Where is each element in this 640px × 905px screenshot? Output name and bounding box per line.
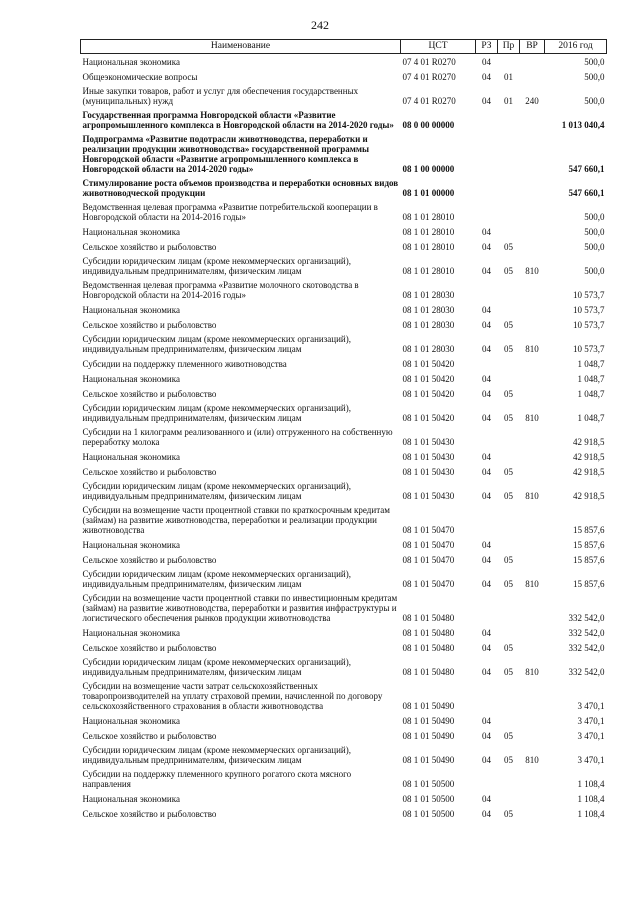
row-rz: 04 — [482, 731, 491, 741]
row-amount: 1 048,7 — [577, 359, 605, 369]
table-row — [81, 200, 607, 224]
row-name: Национальная экономика — [82, 374, 180, 384]
row-amount: 15 857,6 — [573, 540, 605, 550]
row-pr: 05 — [504, 555, 513, 565]
row-name: Национальная экономика — [82, 305, 180, 315]
row-name: Сельское хозяйство и рыболовство — [82, 320, 217, 330]
row-name: Субсидии на 1 килограмм реализованного и (или) отгруженного на собственную переработку молока — [82, 427, 393, 447]
row-name: Субсидии юридическим лицам (кроме некоммерческих организаций), индивидуальным предпринимателям, физическим лицам — [82, 745, 351, 765]
row-amount: 10 573,7 — [573, 305, 605, 315]
row-vr: 810 — [525, 579, 539, 589]
row-vr: 810 — [525, 667, 539, 677]
row-cst: 08 1 01 28030 — [402, 305, 455, 315]
row-rz — [476, 767, 498, 791]
table-row — [81, 371, 607, 386]
table-row — [81, 108, 607, 132]
row-amount: 3 470,1 — [577, 755, 605, 765]
row-amount: 1 013 040,4 — [561, 120, 605, 130]
row-vr: 810 — [525, 266, 539, 276]
row-name: Государственная программа Новгородской области «Развитие агропромышленного комплекса в Новгородской области на 2014-2020 годы» — [82, 110, 394, 130]
row-cst: 08 1 01 50500 — [402, 809, 455, 819]
row-cst: 08 1 01 50470 — [402, 579, 455, 589]
row-pr: 05 — [504, 242, 513, 252]
row-vr — [520, 132, 545, 176]
budget-table — [80, 39, 607, 821]
row-name: Национальная экономика — [82, 57, 180, 67]
row-pr — [498, 503, 520, 537]
row-amount: 3 470,1 — [577, 716, 605, 726]
row-rz: 04 — [482, 579, 491, 589]
row-cst: 08 1 01 50420 — [402, 389, 455, 399]
row-vr — [520, 806, 545, 821]
row-pr: 05 — [504, 344, 513, 354]
table-row — [81, 332, 607, 356]
row-name: Сельское хозяйство и рыболовство — [82, 389, 217, 399]
table-row — [81, 54, 607, 70]
table-row — [81, 254, 607, 278]
table-row — [81, 503, 607, 537]
row-pr: 05 — [504, 809, 513, 819]
row-amount: 42 918,5 — [573, 467, 605, 477]
row-amount: 10 573,7 — [573, 320, 605, 330]
row-pr: 05 — [504, 320, 513, 330]
row-name: Субсидии юридическим лицам (кроме некоммерческих организаций), индивидуальным предпринимателям, физическим лицам — [82, 403, 351, 423]
row-rz: 04 — [482, 716, 491, 726]
row-vr — [520, 302, 545, 317]
row-cst: 08 1 01 50490 — [402, 701, 455, 711]
row-rz: 04 — [482, 467, 491, 477]
row-name: Национальная экономика — [82, 628, 180, 638]
row-cst: 08 1 01 50420 — [402, 413, 455, 423]
row-cst: 08 1 01 50420 — [402, 374, 455, 384]
table-row — [81, 69, 607, 84]
row-rz — [476, 503, 498, 537]
row-cst: 08 1 01 50500 — [402, 779, 455, 789]
row-name: Национальная экономика — [82, 716, 180, 726]
row-name: Субсидии юридическим лицам (кроме некоммерческих организаций), индивидуальным предпринимателям, физическим лицам — [82, 481, 351, 501]
row-vr — [520, 224, 545, 239]
row-name: Национальная экономика — [82, 540, 180, 550]
table-row — [81, 224, 607, 239]
row-cst: 08 1 01 50420 — [402, 359, 455, 369]
row-pr: 05 — [504, 266, 513, 276]
row-cst: 08 1 01 50480 — [402, 667, 455, 677]
table-row — [81, 640, 607, 655]
row-pr — [498, 132, 520, 176]
row-name: Иные закупки товаров, работ и услуг для обеспечения государственных (муниципальных) нужд — [82, 86, 359, 106]
row-cst: 08 1 01 50480 — [402, 628, 455, 638]
row-amount: 15 857,6 — [573, 555, 605, 565]
row-rz: 04 — [482, 389, 491, 399]
row-rz — [476, 591, 498, 625]
row-name: Сельское хозяйство и рыболовство — [82, 731, 217, 741]
row-amount: 1 048,7 — [577, 374, 605, 384]
row-vr: 810 — [525, 344, 539, 354]
row-amount: 500,0 — [584, 212, 605, 222]
row-pr — [498, 591, 520, 625]
row-pr: 05 — [504, 389, 513, 399]
row-amount: 332 542,0 — [568, 643, 605, 653]
row-pr — [498, 356, 520, 371]
row-name: Субсидии на поддержку племенного животноводства — [82, 359, 287, 369]
row-pr — [498, 54, 520, 70]
row-pr: 05 — [504, 643, 513, 653]
row-name: Национальная экономика — [82, 227, 180, 237]
row-cst: 08 1 01 28030 — [402, 320, 455, 330]
row-name: Ведомственная целевая программа «Развитие потребительской кооперации в Новгородской области на 2014-2016 годы» — [82, 202, 378, 222]
row-name: Субсидии юридическим лицам (кроме некоммерческих организаций), индивидуальным предпринимателям, физическим лицам — [82, 334, 351, 354]
row-cst: 08 1 01 28010 — [402, 227, 455, 237]
row-amount: 500,0 — [584, 57, 605, 67]
row-pr: 05 — [504, 491, 513, 501]
row-amount: 332 542,0 — [568, 613, 605, 623]
row-rz — [476, 679, 498, 713]
row-rz: 04 — [482, 667, 491, 677]
table-row — [81, 278, 607, 302]
row-name: Стимулирование роста объемов производства и переработки основных видов животноводческой продукции — [82, 178, 399, 198]
row-rz — [476, 425, 498, 449]
row-vr — [520, 386, 545, 401]
row-cst: 08 1 01 28010 — [402, 266, 455, 276]
row-vr — [520, 503, 545, 537]
row-vr — [520, 640, 545, 655]
row-vr — [520, 371, 545, 386]
row-rz: 04 — [482, 320, 491, 330]
row-cst: 08 1 01 50430 — [402, 491, 455, 501]
row-amount: 1 108,4 — [577, 794, 605, 804]
row-vr — [520, 54, 545, 70]
row-amount: 10 573,7 — [573, 344, 605, 354]
table-row — [81, 537, 607, 552]
row-rz: 04 — [482, 344, 491, 354]
row-cst: 08 1 01 50490 — [402, 731, 455, 741]
row-amount: 1 108,4 — [577, 809, 605, 819]
row-rz — [476, 176, 498, 200]
row-rz: 04 — [482, 242, 491, 252]
row-amount: 500,0 — [584, 266, 605, 276]
row-pr — [498, 108, 520, 132]
row-amount: 1 048,7 — [577, 389, 605, 399]
table-row — [81, 655, 607, 679]
table-row — [81, 356, 607, 371]
row-name: Сельское хозяйство и рыболовство — [82, 643, 217, 653]
row-name: Национальная экономика — [82, 794, 180, 804]
row-name: Субсидии юридическим лицам (кроме некоммерческих организаций), индивидуальным предпринимателям, физическим лицам — [82, 256, 351, 276]
row-pr: 05 — [504, 667, 513, 677]
row-name: Подпрограмма «Развитие подотрасли животноводства, переработки и реализации продукции животноводства» государственной программы Новгородской области «Развитие агропромышленного комплекса в Новгородской области на 2014-2020 годы» — [82, 134, 369, 174]
page-number: 242 — [311, 18, 329, 32]
row-vr — [520, 239, 545, 254]
row-vr — [520, 449, 545, 464]
column-header-rz: РЗ — [476, 40, 498, 54]
row-pr: 05 — [504, 731, 513, 741]
row-amount: 500,0 — [584, 242, 605, 252]
table-row — [81, 767, 607, 791]
row-pr — [498, 713, 520, 728]
row-rz: 04 — [482, 628, 491, 638]
row-name: Ведомственная целевая программа «Развитие молочного скотоводства в Новгородской области на 2014-2016 годы» — [82, 280, 359, 300]
row-rz: 04 — [482, 643, 491, 653]
column-header-cst: ЦСТ — [401, 40, 476, 54]
row-pr — [498, 176, 520, 200]
row-rz — [476, 278, 498, 302]
row-pr — [498, 302, 520, 317]
row-vr — [520, 591, 545, 625]
row-pr — [498, 625, 520, 640]
row-rz: 04 — [482, 794, 491, 804]
row-amount: 500,0 — [584, 227, 605, 237]
row-cst: 08 0 00 00000 — [402, 120, 455, 130]
row-vr: 810 — [525, 491, 539, 501]
table-row — [81, 552, 607, 567]
table-row — [81, 239, 607, 254]
row-rz: 04 — [482, 72, 491, 82]
row-name: Сельское хозяйство и рыболовство — [82, 467, 217, 477]
table-row — [81, 713, 607, 728]
row-rz: 04 — [482, 305, 491, 315]
row-name: Субсидии на поддержку племенного крупного рогатого скота мясного направления — [82, 769, 352, 789]
row-vr — [520, 356, 545, 371]
row-rz: 04 — [482, 413, 491, 423]
table-row — [81, 386, 607, 401]
row-cst: 08 1 01 28030 — [402, 290, 455, 300]
row-vr — [520, 200, 545, 224]
table-row — [81, 679, 607, 713]
row-rz: 04 — [482, 755, 491, 765]
row-pr: 05 — [504, 755, 513, 765]
row-amount: 3 470,1 — [577, 731, 605, 741]
row-vr — [520, 791, 545, 806]
table-header-row — [81, 40, 607, 54]
table-row — [81, 132, 607, 176]
row-name: Субсидии на возмещение части затрат сельскохозяйственных товаропроизводителей на уплату страховой премии, начисленной по договору сельскохозяйственного страхования в области животноводства — [82, 681, 383, 711]
row-rz: 04 — [482, 452, 491, 462]
row-cst: 08 1 01 28010 — [402, 212, 455, 222]
column-header-amount: 2016 год — [545, 40, 607, 54]
row-pr: 05 — [504, 579, 513, 589]
table-row — [81, 806, 607, 821]
row-cst: 08 1 01 50500 — [402, 794, 455, 804]
row-cst: 07 4 01 R0270 — [402, 57, 456, 67]
row-pr — [498, 371, 520, 386]
row-pr: 05 — [504, 467, 513, 477]
row-vr — [520, 69, 545, 84]
row-pr — [498, 425, 520, 449]
row-name: Сельское хозяйство и рыболовство — [82, 242, 217, 252]
row-pr — [498, 679, 520, 713]
row-rz: 04 — [482, 540, 491, 550]
row-rz — [476, 132, 498, 176]
row-amount: 15 857,6 — [573, 579, 605, 589]
row-vr — [520, 625, 545, 640]
table-row — [81, 728, 607, 743]
row-cst: 07 4 01 R0270 — [402, 96, 456, 106]
table-row — [81, 464, 607, 479]
row-vr — [520, 713, 545, 728]
row-vr — [520, 425, 545, 449]
row-vr: 240 — [525, 96, 539, 106]
table-row — [81, 84, 607, 108]
table-row — [81, 317, 607, 332]
row-amount: 500,0 — [584, 96, 605, 106]
row-amount: 1 048,7 — [577, 413, 605, 423]
row-amount: 42 918,5 — [573, 491, 605, 501]
table-body — [81, 54, 607, 822]
row-name: Общеэкономические вопросы — [82, 72, 198, 82]
row-vr — [520, 679, 545, 713]
row-pr — [498, 791, 520, 806]
row-rz — [476, 356, 498, 371]
row-cst: 08 1 01 50490 — [402, 755, 455, 765]
row-name: Сельское хозяйство и рыболовство — [82, 809, 217, 819]
row-amount: 1 108,4 — [577, 779, 605, 789]
table-row — [81, 743, 607, 767]
row-amount: 3 470,1 — [577, 701, 605, 711]
row-name: Субсидии на возмещение части процентной ставки по краткосрочным кредитам (займам) на развитие животноводства, переработки и реализации продукции животноводства — [82, 505, 390, 535]
row-name: Сельское хозяйство и рыболовство — [82, 555, 217, 565]
row-vr: 810 — [525, 413, 539, 423]
row-amount: 10 573,7 — [573, 290, 605, 300]
row-amount: 332 542,0 — [568, 667, 605, 677]
row-vr: 810 — [525, 755, 539, 765]
row-pr: 01 — [504, 72, 513, 82]
row-amount: 42 918,5 — [573, 437, 605, 447]
row-cst: 08 1 01 50430 — [402, 437, 455, 447]
row-rz: 04 — [482, 809, 491, 819]
row-cst: 08 1 00 00000 — [402, 164, 455, 174]
row-rz: 04 — [482, 555, 491, 565]
table-row — [81, 176, 607, 200]
row-vr — [520, 537, 545, 552]
row-rz: 04 — [482, 491, 491, 501]
row-cst: 08 1 01 50470 — [402, 525, 455, 535]
table-row — [81, 625, 607, 640]
row-vr — [520, 278, 545, 302]
row-pr: 05 — [504, 413, 513, 423]
table-row — [81, 425, 607, 449]
row-vr — [520, 317, 545, 332]
column-header-name: Наименование — [81, 40, 401, 54]
column-header-vr: ВР — [520, 40, 545, 54]
row-vr — [520, 552, 545, 567]
row-cst: 08 1 01 00000 — [402, 188, 455, 198]
table-row — [81, 591, 607, 625]
row-rz — [476, 200, 498, 224]
row-cst: 08 1 01 50490 — [402, 716, 455, 726]
row-amount: 547 660,1 — [568, 188, 605, 198]
row-rz: 04 — [482, 57, 491, 67]
row-cst: 08 1 01 50480 — [402, 613, 455, 623]
row-pr — [498, 537, 520, 552]
table-row — [81, 449, 607, 464]
row-pr: 01 — [504, 96, 513, 106]
table-row — [81, 302, 607, 317]
row-rz: 04 — [482, 227, 491, 237]
row-cst: 08 1 01 28030 — [402, 344, 455, 354]
row-rz: 04 — [482, 374, 491, 384]
table-row — [81, 401, 607, 425]
row-pr — [498, 200, 520, 224]
row-name: Национальная экономика — [82, 452, 180, 462]
row-cst: 07 4 01 R0270 — [402, 72, 456, 82]
row-vr — [520, 464, 545, 479]
table-row — [81, 479, 607, 503]
row-rz: 04 — [482, 266, 491, 276]
row-name: Субсидии на возмещение части процентной ставки по инвестиционным кредитам (займам) на развитие животноводства, переработки и развития инфраструктуры и логистического обеспечения рынков продукции животноводства — [82, 593, 398, 623]
row-name: Субсидии юридическим лицам (кроме некоммерческих организаций), индивидуальным предпринимателям, физическим лицам — [82, 657, 351, 677]
row-cst: 08 1 01 50470 — [402, 540, 455, 550]
row-rz — [476, 108, 498, 132]
row-rz: 04 — [482, 96, 491, 106]
row-vr — [520, 176, 545, 200]
row-amount: 500,0 — [584, 72, 605, 82]
row-amount: 42 918,5 — [573, 452, 605, 462]
table-row — [81, 567, 607, 591]
table-row — [81, 791, 607, 806]
row-cst: 08 1 01 50470 — [402, 555, 455, 565]
row-pr — [498, 278, 520, 302]
row-cst: 08 1 01 28010 — [402, 242, 455, 252]
row-amount: 547 660,1 — [568, 164, 605, 174]
row-amount: 15 857,6 — [573, 525, 605, 535]
row-pr — [498, 767, 520, 791]
row-pr — [498, 224, 520, 239]
row-cst: 08 1 01 50480 — [402, 643, 455, 653]
row-pr — [498, 449, 520, 464]
row-vr — [520, 728, 545, 743]
row-cst: 08 1 01 50430 — [402, 467, 455, 477]
row-vr — [520, 767, 545, 791]
column-header-pr: Пр — [498, 40, 520, 54]
row-cst: 08 1 01 50430 — [402, 452, 455, 462]
row-vr — [520, 108, 545, 132]
row-amount: 332 542,0 — [568, 628, 605, 638]
row-name: Субсидии юридическим лицам (кроме некоммерческих организаций), индивидуальным предпринимателям, физическим лицам — [82, 569, 351, 589]
